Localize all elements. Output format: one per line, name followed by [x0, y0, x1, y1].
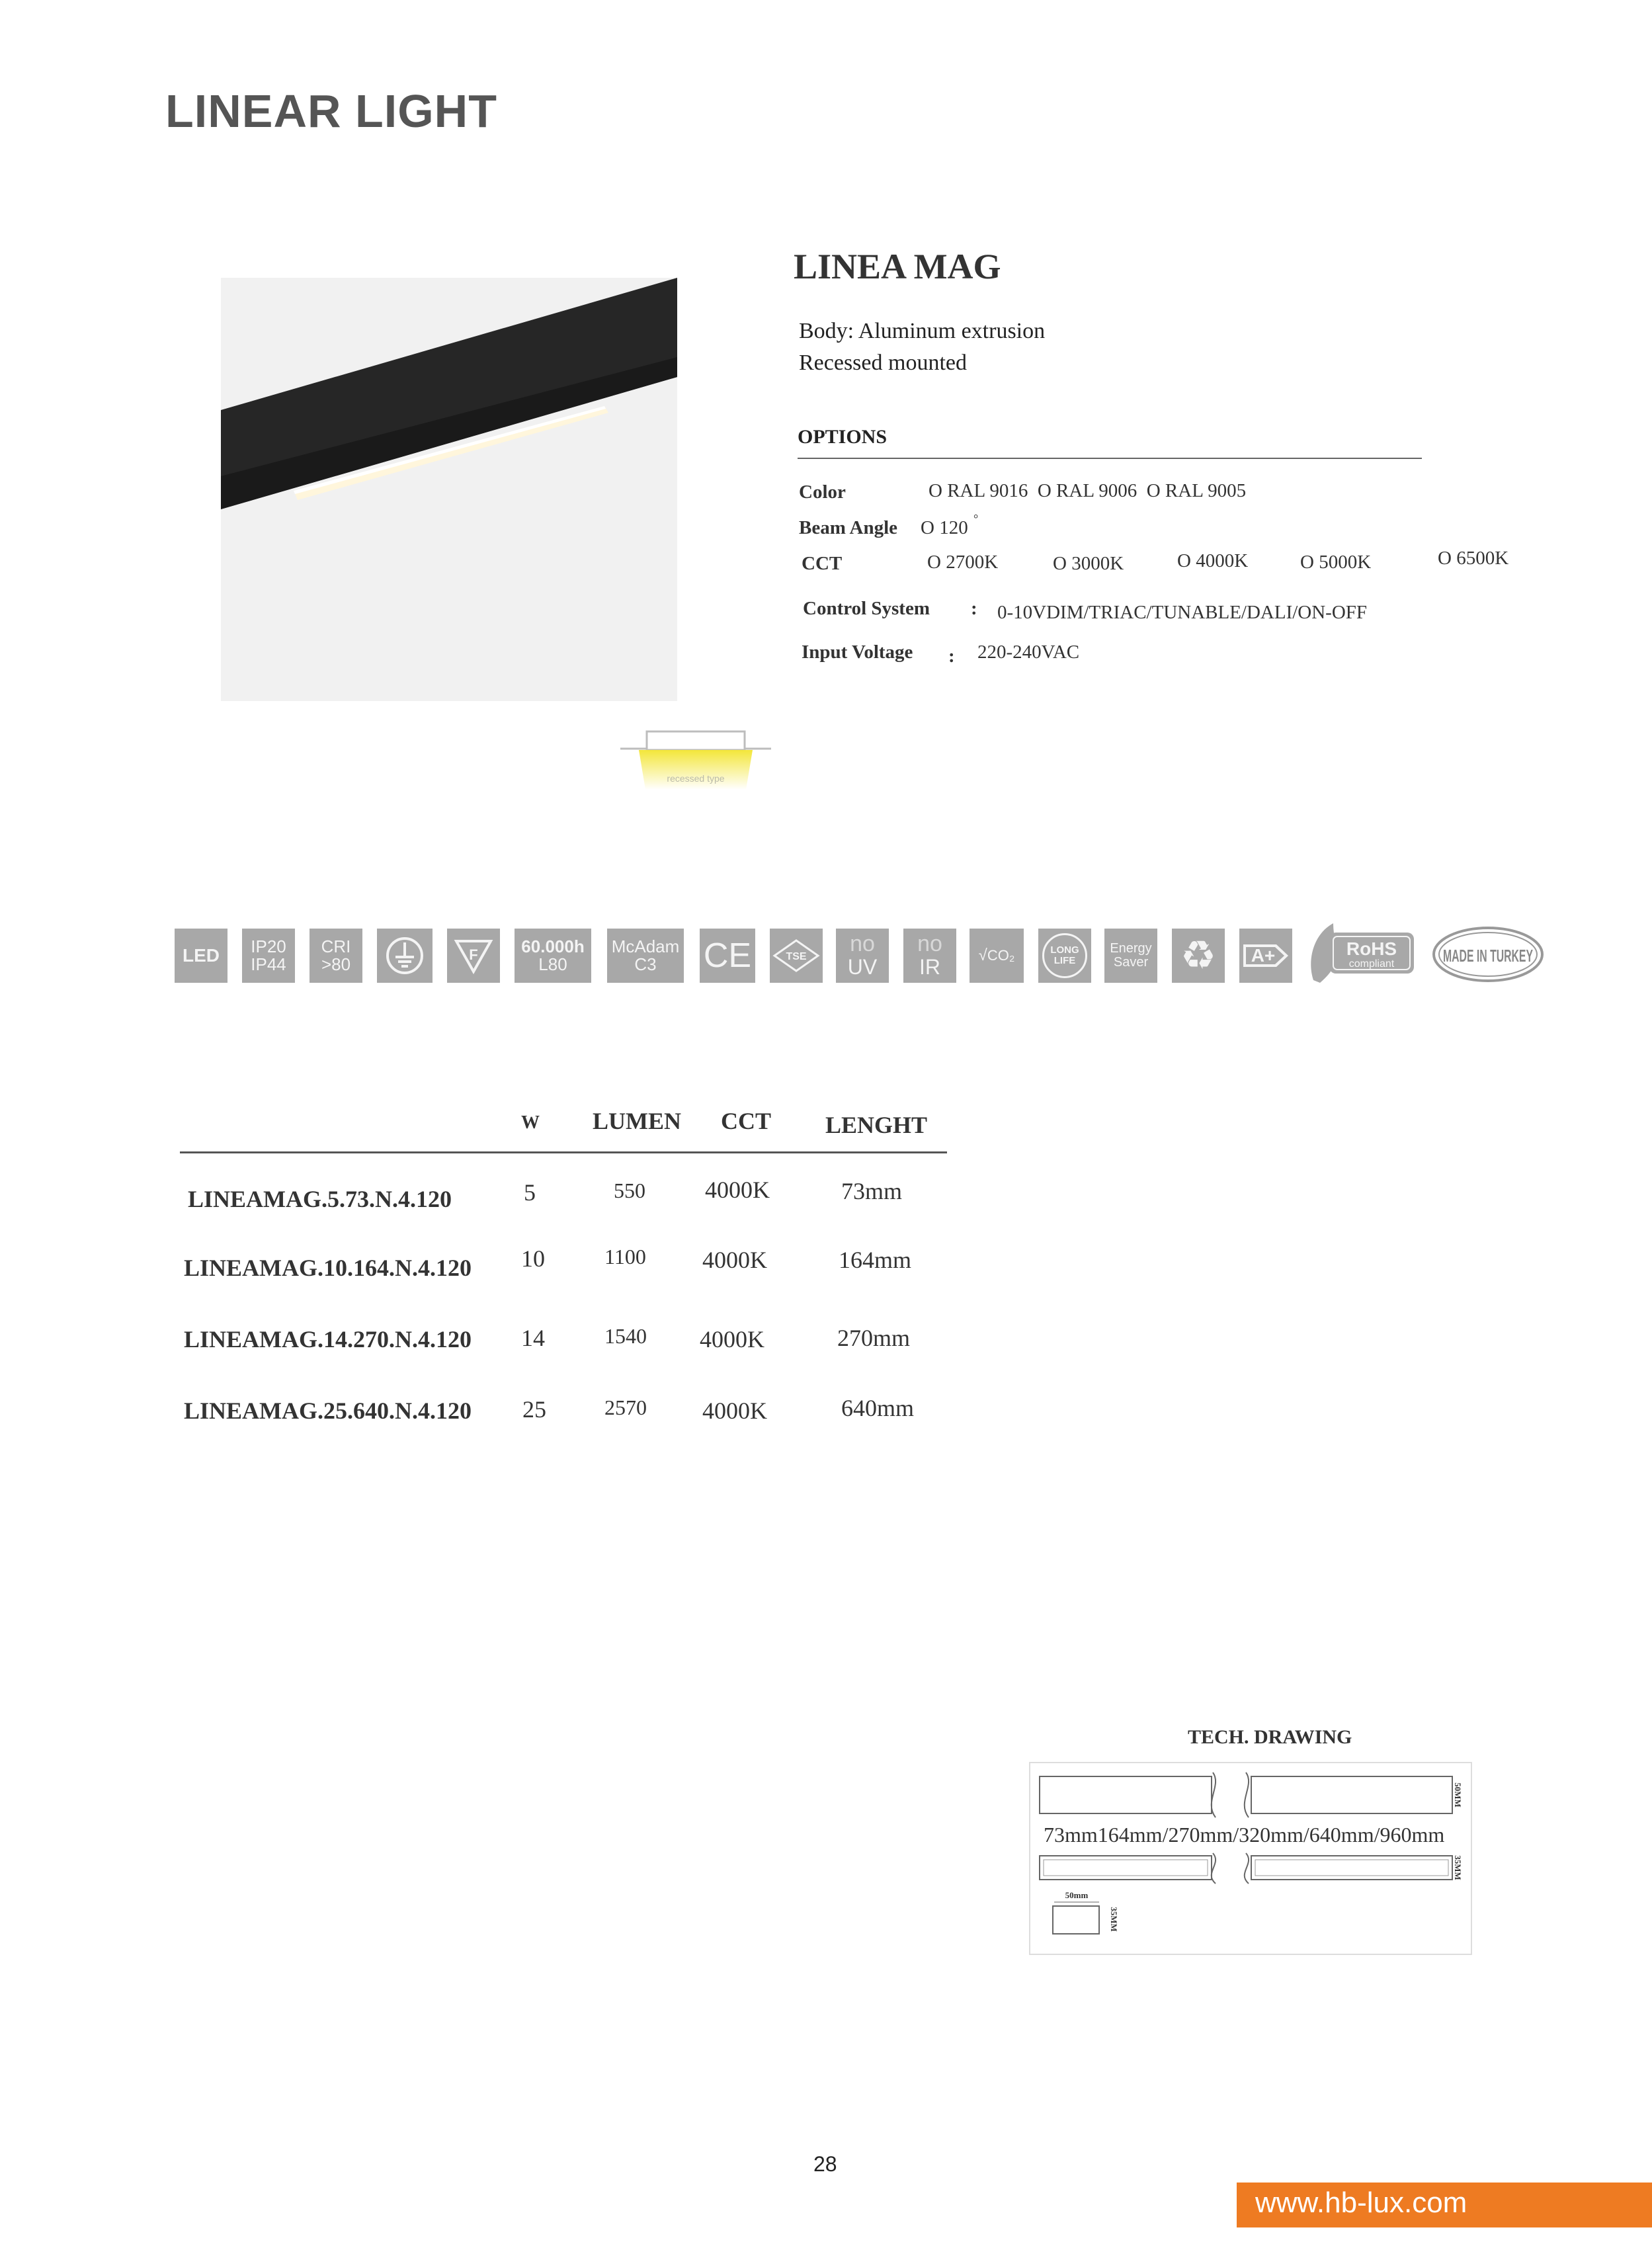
tech-dim-side: 35MM	[1453, 1855, 1463, 1880]
ce-mark-icon: CE	[700, 929, 755, 983]
long-life-icon: LONG LIFE	[1038, 929, 1091, 983]
tech-dim-small-w: 50mm	[1065, 1890, 1089, 1900]
no-uv-icon: no UV	[836, 929, 889, 983]
recycle-icon: ♻	[1172, 929, 1225, 983]
row-3-lumen: 1540	[604, 1324, 647, 1348]
color-values: O RAL 9016 O RAL 9006 O RAL 9005	[929, 480, 1247, 501]
row-1-cct: 4000K	[705, 1177, 770, 1203]
product-photo	[221, 278, 677, 701]
table-header-w: W	[521, 1112, 540, 1133]
cct-option-6500: O 6500K	[1438, 548, 1509, 569]
website-link[interactable]: www.hb-lux.com	[1255, 2186, 1467, 2219]
row-2-length: 164mm	[839, 1247, 912, 1273]
color-label: Color	[799, 481, 846, 503]
row-1-lumen: 550	[614, 1179, 645, 1202]
row-3-watt: 14	[521, 1325, 545, 1351]
co2-icon: √ CO₂	[970, 929, 1024, 983]
table-header-cct: CCT	[721, 1108, 772, 1134]
product-name: LINEA MAG	[794, 247, 1001, 286]
row-1-code: LINEAMAG.5.73.N.4.120	[188, 1186, 452, 1212]
tech-dim-top: 50MM	[1453, 1782, 1463, 1808]
control-system-label: Control System	[803, 598, 930, 619]
recessed-type-diagram	[620, 726, 771, 792]
svg-text:RoHS: RoHS	[1346, 938, 1397, 959]
no-ir-icon: no IR	[903, 929, 956, 983]
energy-class-icon	[1239, 929, 1292, 983]
cri-icon: CRI >80	[310, 929, 362, 983]
beam-angle-label: Beam Angle	[799, 517, 898, 538]
f-mark-icon	[447, 929, 500, 983]
earth-ground-icon	[377, 929, 433, 983]
led-icon: LED	[175, 929, 227, 983]
row-4-length: 640mm	[841, 1395, 915, 1421]
body-description: Body: Aluminum extrusion	[799, 319, 1046, 343]
row-2-lumen: 1100	[604, 1245, 646, 1269]
row-4-lumen: 2570	[604, 1395, 647, 1419]
input-voltage-value: 220-240VAC	[977, 642, 1080, 663]
options-heading: OPTIONS	[798, 426, 888, 448]
row-3-length: 270mm	[837, 1325, 911, 1351]
svg-text:A+: A+	[1251, 945, 1276, 966]
row-1-length: 73mm	[841, 1178, 903, 1204]
svg-text:TSE: TSE	[786, 951, 807, 962]
input-voltage-separator: :	[948, 645, 955, 667]
row-4-code: LINEAMAG.25.640.N.4.120	[184, 1397, 472, 1424]
page-title: LINEAR LIGHT	[165, 85, 497, 137]
recessed-label: recessed type	[667, 773, 725, 784]
input-voltage-label: Input Voltage	[802, 642, 913, 663]
row-2-watt: 10	[521, 1245, 545, 1272]
svg-text:F: F	[469, 946, 478, 963]
tse-mark-icon	[770, 929, 823, 983]
ip-rating-icon: IP20 IP44	[242, 929, 295, 983]
svg-text:MADE IN TURKEY: MADE IN TURKEY	[1443, 946, 1533, 966]
tech-dim-small-h: 35MM	[1109, 1907, 1119, 1932]
row-3-code: LINEAMAG.14.270.N.4.120	[184, 1326, 472, 1352]
energy-saver-icon: Energy Saver	[1104, 929, 1157, 983]
lifetime-hours-icon: 60.000h L80	[515, 929, 591, 983]
beam-angle-unit: °	[973, 512, 979, 525]
cct-label: CCT	[802, 553, 843, 574]
rohs-icon	[1307, 921, 1417, 984]
row-2-cct: 4000K	[702, 1247, 767, 1273]
mounting-description: Recessed mounted	[799, 351, 967, 375]
table-header-length: LENGHT	[825, 1112, 928, 1138]
mcadam-icon: McAdam C3	[607, 929, 684, 983]
cct-option-3000: O 3000K	[1053, 553, 1124, 574]
beam-angle-value: O 120	[921, 517, 968, 538]
options-divider	[798, 458, 1422, 459]
table-header-divider	[180, 1151, 947, 1153]
row-4-cct: 4000K	[702, 1397, 767, 1424]
cct-option-4000: O 4000K	[1177, 550, 1249, 571]
cct-option-5000: O 5000K	[1300, 552, 1372, 573]
tech-drawing-lengths: 73mm164mm/270mm/320mm/640mm/960mm	[1044, 1823, 1445, 1847]
control-system-value: 0-10VDIM/TRIAC/TUNABLE/DALI/ON-OFF	[997, 602, 1368, 623]
control-system-separator: :	[971, 598, 977, 619]
cct-option-2700: O 2700K	[927, 552, 999, 573]
table-header-lumen: LUMEN	[593, 1108, 681, 1134]
page-number: 28	[813, 2152, 837, 2176]
row-1-watt: 5	[524, 1179, 536, 1206]
made-in-turkey-icon	[1432, 926, 1544, 983]
row-3-cct: 4000K	[700, 1326, 764, 1352]
tech-drawing	[1029, 1762, 1472, 1955]
tech-drawing-title: TECH. DRAWING	[1188, 1726, 1352, 1748]
row-2-code: LINEAMAG.10.164.N.4.120	[184, 1255, 472, 1281]
row-4-watt: 25	[522, 1396, 546, 1423]
svg-text:compliant: compliant	[1348, 958, 1395, 970]
